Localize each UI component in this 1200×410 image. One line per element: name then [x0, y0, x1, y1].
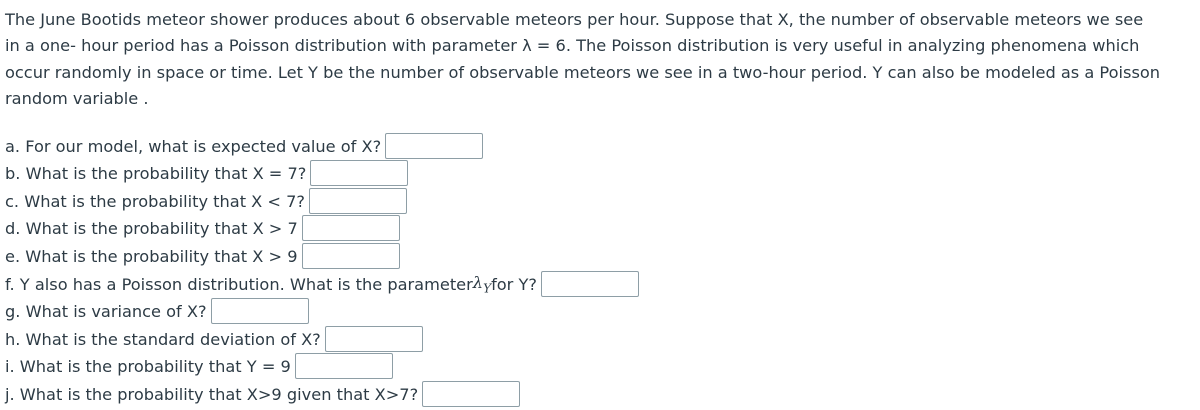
- answer-c-input[interactable]: [309, 188, 407, 214]
- answer-a-input[interactable]: [385, 133, 483, 159]
- problem-line-1: The June Bootids meteor shower produces about 6 observable meteors per hour. Suppose that X, the number of observable meteors we see: [5, 10, 1144, 29]
- problem-line-2: in a one- hour period has a Poisson distribution with parameter λ = 6. The Poisson distribution is very useful in analyzing phenomena which: [5, 36, 1140, 56]
- question-f-text-after: for Y?: [491, 274, 537, 294]
- question-h-text: h. What is the standard deviation of X?: [5, 329, 321, 349]
- lambda-symbol: λ: [472, 272, 484, 292]
- answer-h-input[interactable]: [325, 326, 423, 352]
- question-e-text: e. What is the probability that X > 9: [5, 246, 298, 266]
- problem-statement: [5, 7, 1197, 113]
- question-g: [5, 298, 309, 324]
- question-f: [5, 271, 639, 297]
- question-b: [5, 160, 408, 186]
- answer-e-input[interactable]: [302, 243, 400, 269]
- question-c-text: c. What is the probability that X < 7?: [5, 191, 306, 211]
- answer-g-input[interactable]: [211, 298, 309, 324]
- answer-j-input[interactable]: [422, 381, 520, 407]
- problem-line-3: occur randomly in space or time. Let Y be the number of observable meteors we see in a two-hour period. Y can also be modeled as a Poisson: [5, 62, 1161, 82]
- question-g-text: g. What is variance of X?: [5, 301, 207, 321]
- answer-i-input[interactable]: [295, 353, 393, 379]
- question-j: [5, 381, 520, 407]
- answer-f-input[interactable]: [541, 271, 639, 297]
- question-i: [5, 353, 393, 379]
- question-a: [5, 133, 483, 159]
- question-j-text: j. What is the probability that X>9 given that X>7?: [5, 384, 419, 404]
- lambda-y-symbol: [473, 273, 491, 295]
- answer-b-input[interactable]: [310, 160, 408, 186]
- answer-d-input[interactable]: [302, 215, 400, 241]
- question-c: [5, 188, 407, 214]
- question-d-text: d. What is the probability that X > 7: [5, 218, 298, 238]
- question-a-text: a. For our model, what is expected value of X?: [5, 136, 382, 156]
- lambda-subscript: Y: [483, 281, 492, 296]
- question-f-text-before: f. Y also has a Poisson distribution. What is the parameter: [5, 274, 473, 294]
- question-d: [5, 215, 400, 241]
- problem-line-4: random variable .: [5, 89, 149, 109]
- question-h: [5, 326, 423, 352]
- question-b-text: b. What is the probability that X = 7?: [5, 163, 307, 183]
- question-e: [5, 243, 400, 269]
- question-i-text: i. What is the probability that Y = 9: [5, 356, 291, 376]
